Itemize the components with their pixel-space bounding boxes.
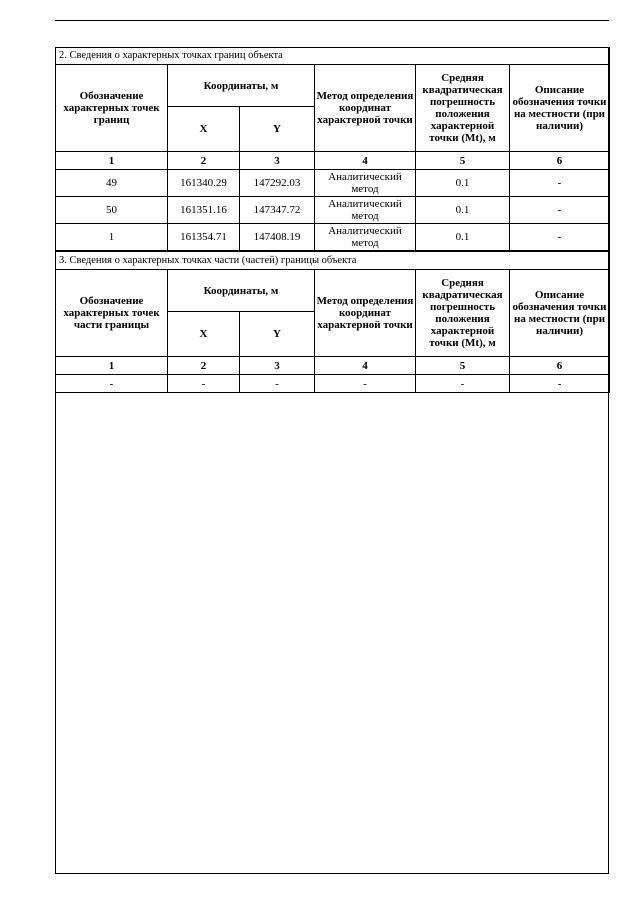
method-cell: Аналитический метод: [315, 170, 416, 197]
coord-y: 147347.72: [240, 197, 315, 224]
col-number: 3: [240, 357, 315, 375]
top-rule: [55, 20, 609, 21]
col-number: 6: [510, 152, 610, 170]
error-header: Средняя квадратическая погрешность положения характерной точки (Mt), м: [416, 65, 510, 152]
coords-header: Координаты, м: [168, 65, 315, 107]
table-row: [56, 197, 610, 224]
col-number: 6: [510, 357, 610, 375]
error-header: Средняя квадратическая погрешность положения характерной точки (Mt), м: [416, 270, 510, 357]
error-cell: -: [416, 375, 510, 393]
designation-header: Обозначение характерных точек границ: [56, 65, 168, 152]
coord-x: 161351.16: [168, 197, 240, 224]
x-header: X: [168, 107, 240, 152]
coords-header: Координаты, м: [168, 270, 315, 312]
error-cell: 0.1: [416, 197, 510, 224]
coord-y: -: [240, 375, 315, 393]
coord-y: 147292.03: [240, 170, 315, 197]
description-cell: -: [510, 170, 610, 197]
col-number: 1: [56, 152, 168, 170]
coord-y: 147408.19: [240, 224, 315, 251]
method-cell: -: [315, 375, 416, 393]
col-numbers-row: [56, 152, 610, 170]
table-row: [56, 375, 610, 393]
table-row: [56, 224, 610, 251]
section2-table: [55, 47, 610, 251]
method-header: Метод определения координат характерной точки: [315, 65, 416, 152]
description-header: Описание обозначения точки на местности (при наличии): [510, 270, 610, 357]
coord-x: 161354.71: [168, 224, 240, 251]
col-number: 4: [315, 152, 416, 170]
table-row: [56, 170, 610, 197]
col-numbers-row: [56, 357, 610, 375]
description-cell: -: [510, 224, 610, 251]
point-id: -: [56, 375, 168, 393]
error-cell: 0.1: [416, 170, 510, 197]
col-number: 1: [56, 357, 168, 375]
section3-table: [55, 251, 610, 393]
method-header: Метод определения координат характерной точки: [315, 270, 416, 357]
coord-x: 161340.29: [168, 170, 240, 197]
point-id: 1: [56, 224, 168, 251]
section2-title: 2. Сведения о характерных точках границ объекта: [56, 48, 610, 65]
point-id: 50: [56, 197, 168, 224]
col-number: 5: [416, 152, 510, 170]
description-cell: -: [510, 197, 610, 224]
col-number: 2: [168, 357, 240, 375]
designation-header: Обозначение характерных точек части границы: [56, 270, 168, 357]
description-cell: -: [510, 375, 610, 393]
point-id: 49: [56, 170, 168, 197]
y-header: Y: [240, 107, 315, 152]
description-header: Описание обозначения точки на местности (при наличии): [510, 65, 610, 152]
col-number: 5: [416, 357, 510, 375]
col-number: 2: [168, 152, 240, 170]
coord-x: -: [168, 375, 240, 393]
y-header: Y: [240, 312, 315, 357]
method-cell: Аналитический метод: [315, 197, 416, 224]
col-number: 3: [240, 152, 315, 170]
error-cell: 0.1: [416, 224, 510, 251]
col-number: 4: [315, 357, 416, 375]
method-cell: Аналитический метод: [315, 224, 416, 251]
section3-title: 3. Сведения о характерных точках части (частей) границы объекта: [56, 252, 610, 270]
x-header: X: [168, 312, 240, 357]
